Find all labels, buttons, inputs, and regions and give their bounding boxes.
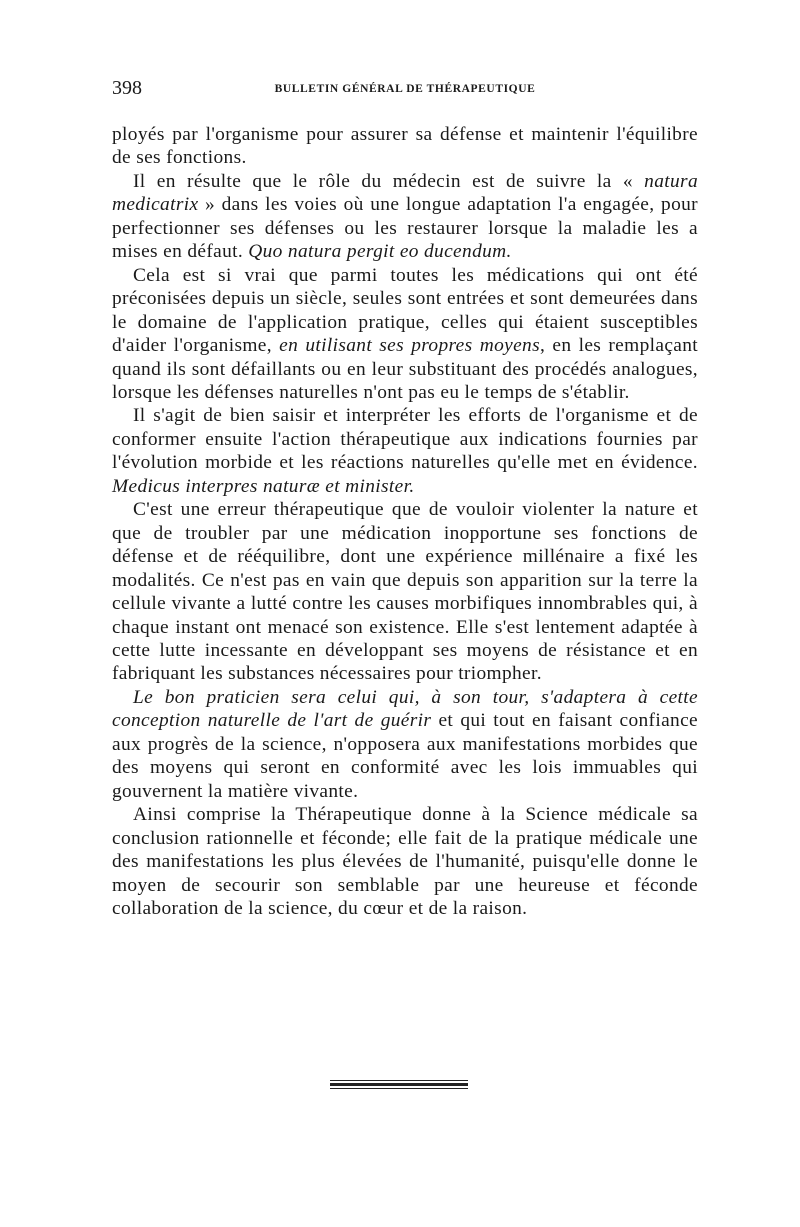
rule-line-bottom xyxy=(330,1088,468,1089)
end-rule-divider xyxy=(330,1080,468,1089)
page-header xyxy=(112,76,698,100)
text-segment: Il s'agit de bien saisir et interpréter les efforts de l'organisme et de conformer ensuite l'action thérapeutique aux indications fournies par l'évolution morbide et les réactions naturelles qu'elle met en évidence. xyxy=(112,405,698,474)
text-segment: » dans les voies où une longue adaptation l'a engagée, pour perfectionner ses défenses ou les restaurer lorsque la maladie les a mises en défaut. xyxy=(112,194,698,263)
page-number: 398 xyxy=(112,77,142,99)
text-segment: Cela est si vrai que parmi toutes les médications qui ont été préconisées depuis un siècle, seules sont entrées et sont demeurées dans le domaine de l'application pratique, celles qui étaient susceptibles d'aider l'organisme, xyxy=(112,264,698,357)
body-text xyxy=(112,123,698,920)
paragraph-2 xyxy=(112,170,698,264)
text-segment: , en les remplaçant quand ils sont défaillants ou en leur substituant des procédés analogues, lorsque les défenses naturelles n'ont pas eu le temps de s'établir. xyxy=(112,335,699,403)
latin-phrase: natura medicatrix xyxy=(112,170,698,216)
latin-phrase: Quo natura pergit eo ducendum. xyxy=(248,241,512,263)
text-segment: et qui tout en faisant confiance aux progrès de la science, n'opposera aux manifestations morbides que des moyens qui seront en conformité avec les lois immuables qui gouvernent la matière vivante. xyxy=(112,710,698,802)
text-segment: ployés par l'organisme pour assurer sa défense et maintenir l'équilibre de ses fonctions. xyxy=(112,124,698,169)
paragraph-7 xyxy=(112,803,698,920)
text-segment: Ainsi comprise la Thérapeutique donne à la Science médicale sa conclusion rationnelle et féconde; elle fait de la pratique médicale une des manifestations les plus élevées de l'humanité, puisqu'elle donne le moyen de secourir son semblable par une heureuse et féconde collaboration de la science, du cœur et de la raison. xyxy=(112,804,698,919)
text-segment: C'est une erreur thérapeutique que de vouloir violenter la nature et que de troubler par une médication inopportune ses fonctions de défense et de rééquilibre, dont une expérience millénaire a fixé les modalités. Ce n'est pas en vain que depuis son apparition sur la terre la cellule vivante a lutté contre les causes morbifiques innombrables qui, à chaque instant ont menacé son existence. Elle s'est lentement adaptée à cette lutte incessante en développant ses moyens de résistance et en fabriquant les substances nécessaires pour triompher. xyxy=(112,499,698,685)
paragraph-5 xyxy=(112,498,698,686)
running-title: BULLETIN GÉNÉRAL DE THÉRAPEUTIQUE xyxy=(274,83,536,95)
italic-phrase: Le bon praticien sera celui qui, à son tour, s'adaptera à cette conception naturelle de l'art de guérir xyxy=(112,686,698,732)
text-segment: Il en résulte que le rôle du médecin est de suivre la « xyxy=(133,170,645,192)
paragraph-4 xyxy=(112,404,698,498)
italic-phrase: en utilisant ses propres moyens xyxy=(279,335,540,357)
latin-phrase: Medicus interpres naturæ et minister. xyxy=(112,475,415,497)
paragraph-3 xyxy=(112,264,698,405)
rule-line-top xyxy=(330,1080,468,1081)
paragraph-1 xyxy=(112,123,698,170)
rule-line-thick xyxy=(330,1083,468,1086)
paragraph-6 xyxy=(112,686,698,803)
